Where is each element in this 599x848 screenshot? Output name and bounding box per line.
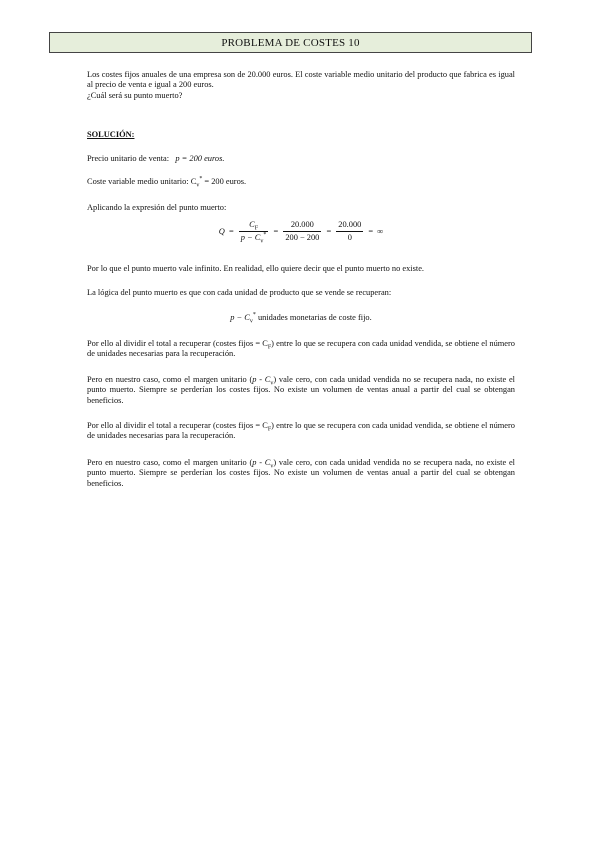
- fraction-zero-denominator: 0: [347, 233, 352, 242]
- statement-text: Los costes fijos anuales de una empresa son de 20.000 euros. El coste variable medio unitario del producto que fabrica es igual al precio de venta e igual a 200 euros.: [87, 70, 515, 90]
- breakeven-formula: [87, 220, 515, 243]
- variable-cost-sup: *: [199, 176, 203, 183]
- variable-cost-label: Coste variable medio unitario: C: [87, 177, 197, 186]
- margin-text: unidades monetarias de coste fijo.: [255, 313, 372, 322]
- fraction-values-numerator: 20.000: [283, 220, 321, 232]
- case-1-mid: p - C: [252, 375, 271, 384]
- infinity-result: ∞: [377, 227, 384, 236]
- formula-lhs: Q: [218, 227, 225, 236]
- equals-sign-1: =: [228, 227, 234, 236]
- statement-question: ¿Cuál será su punto muerto?: [87, 90, 183, 100]
- equals-sign-4: =: [368, 227, 374, 236]
- price-label: Precio unitario de venta:: [87, 154, 170, 163]
- divide-2-pre: Por ello al dividir el total a recuperar (costes fijos = C: [87, 421, 268, 430]
- variable-cost-line: [87, 177, 515, 187]
- fraction-general-denominator: p − C: [240, 233, 261, 242]
- logic-paragraph: La lógica del punto muerto es que con cada unidad de producto que se vende se recuperan:: [87, 288, 392, 297]
- divide-1-post: ) entre lo que se recupera con cada unidad vendida, se obtiene el número de unidades necesarias para la recuperación.: [87, 339, 515, 359]
- divide-1-pre: Por ello al dividir el total a recuperar (costes fijos = C: [87, 339, 268, 348]
- case-2-pre: Pero en nuestro caso, como el margen unitario (: [87, 458, 253, 467]
- solution-heading: SOLUCIÓN:: [87, 130, 135, 139]
- page-title: PROBLEMA DE COSTES 10: [49, 32, 532, 53]
- divide-paragraph-1: [87, 339, 515, 360]
- case-2-sub: v: [270, 463, 274, 470]
- margin-formula: [87, 313, 515, 323]
- case-paragraph-1: [87, 375, 515, 406]
- fraction-values-denominator: 200 − 200: [285, 233, 320, 242]
- equals-sign-2: =: [273, 227, 279, 236]
- case-1-post: ) vale cero, con cada unidad vendida no se recupera nada, no existe el punto muerto. Siempre se perderían los costes fijos. No existe un volumen de ventas anual a partir del cual se obtengan beneficios.: [87, 375, 516, 405]
- fraction-general-denominator-sup: *: [263, 232, 267, 239]
- divide-2-sub: F: [267, 426, 272, 433]
- fraction-zero-numerator: 20.000: [336, 220, 363, 232]
- price-line: [87, 154, 515, 164]
- fraction-zero: [336, 220, 363, 243]
- margin-expression: p − C: [230, 313, 250, 322]
- fraction-general-numerator: C: [249, 220, 255, 229]
- divide-2-post: ) entre lo que se recupera con cada unidad vendida, se obtiene el número de unidades necesarias para la recuperación.: [87, 421, 515, 441]
- problem-statement: [87, 70, 515, 101]
- case-1-pre: Pero en nuestro caso, como el margen unitario (: [87, 375, 253, 384]
- fraction-general: [239, 220, 269, 243]
- case-2-mid: p - C: [252, 458, 271, 467]
- margin-expression-sup: *: [252, 312, 256, 319]
- margin-expression-sub: v: [249, 318, 253, 325]
- apply-text: Aplicando la expresión del punto muerto:: [87, 203, 227, 212]
- case-paragraph-2: [87, 458, 515, 489]
- fraction-values: [283, 220, 321, 243]
- divide-paragraph-2: [87, 421, 515, 442]
- case-1-sub: v: [270, 380, 274, 387]
- fraction-general-numerator-sub: F: [254, 225, 259, 232]
- variable-cost-sub: v: [196, 182, 200, 189]
- fraction-general-denominator-sub: v: [260, 238, 264, 245]
- case-2-post: ) vale cero, con cada unidad vendida no se recupera nada, no existe el punto muerto. Siempre se perderían los costes fijos. No existe un volumen de ventas anual a partir del cual se obtengan beneficios.: [87, 458, 516, 488]
- variable-cost-value: = 200 euros.: [202, 177, 247, 186]
- infinite-paragraph: Por lo que el punto muerto vale infinito. En realidad, ello quiere decir que el punto muerto no existe.: [87, 264, 424, 273]
- price-formula: p = 200 euros.: [175, 154, 225, 163]
- divide-1-sub: F: [267, 344, 272, 351]
- equals-sign-3: =: [326, 227, 332, 236]
